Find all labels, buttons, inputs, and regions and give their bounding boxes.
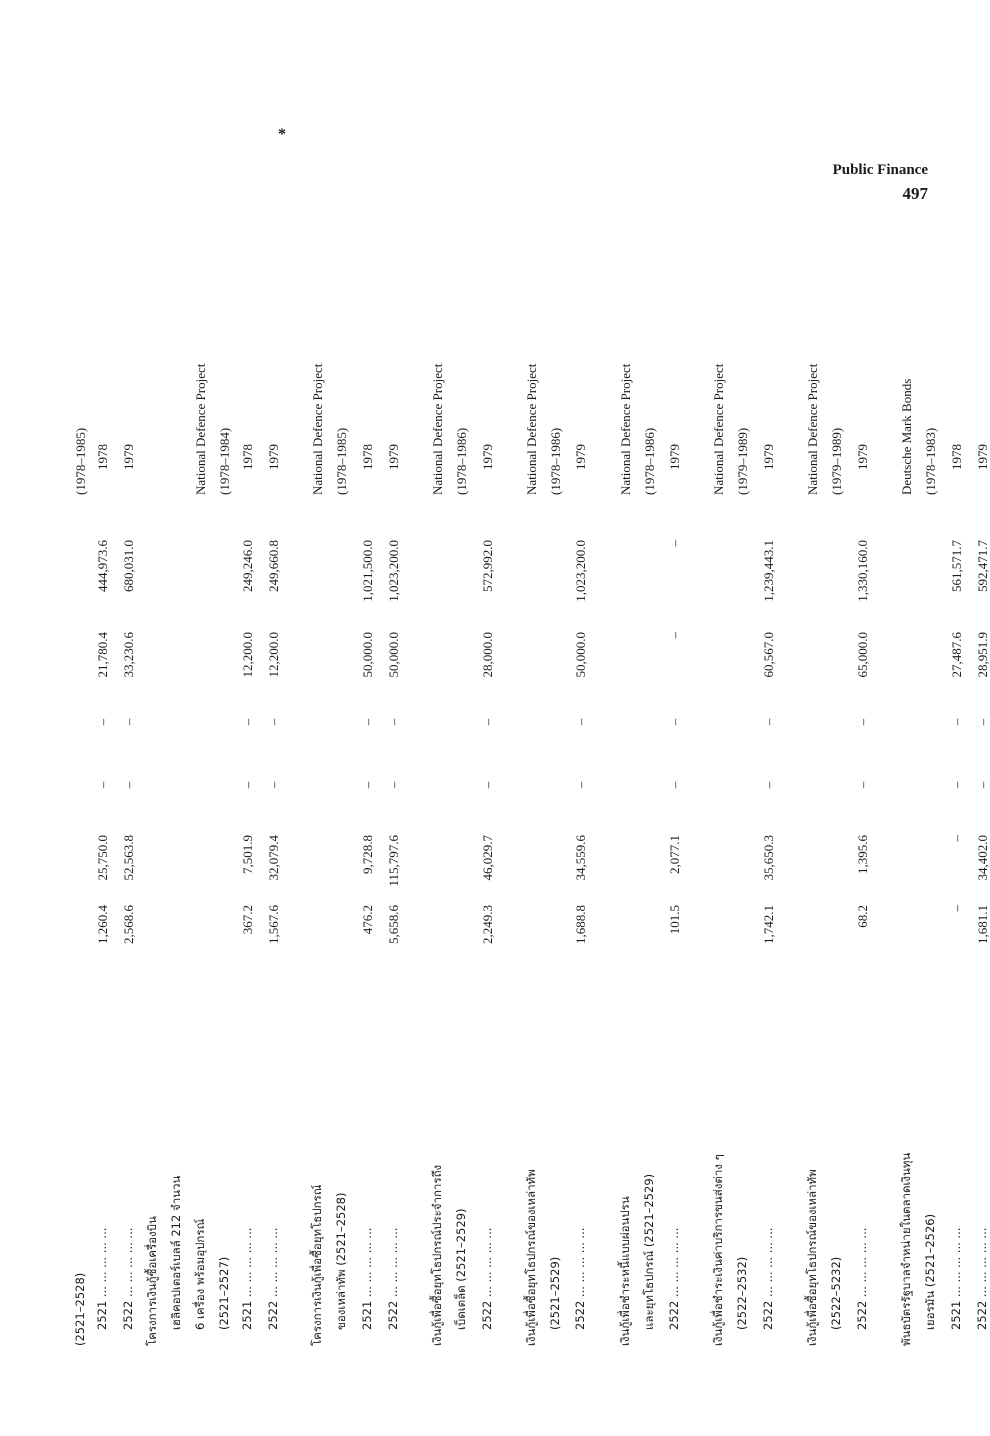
table-cell: – [95,781,111,789]
row-label-thai: เยอรมัน (2521–2526) [923,1213,938,1330]
row-label-english: (1979–1989) [829,427,845,495]
table-cell: 115,797.6 [385,835,401,887]
row-label-thai: 2522 ... ... ... ... ... [667,1227,682,1330]
table-cell: 7,501.9 [240,835,256,874]
table-cell: – [667,632,683,639]
row-label-english: (1978–1983) [923,427,939,495]
table-cell: – [855,781,870,789]
row-label-thai: 2522 ... ... ... ... ... [120,1227,135,1330]
row-label-thai: (2521–2527) [216,1256,231,1330]
table-cell: – [385,781,401,789]
debt-table-rotated [55,30,990,1350]
table-cell: 476.2 [360,905,376,935]
table-cell: 592,471.7 [974,540,990,592]
table-cell: – [360,781,376,789]
row-label-english: National Defence Project [192,363,208,495]
table-cell: – [761,781,777,789]
table-cell: – [573,781,589,789]
table-cell: 27,487.6 [948,632,964,678]
table-cell: – [573,718,589,726]
row-label-english: 1978 [95,444,111,470]
table-cell: 28,000.0 [479,632,495,678]
row-label-english: National Defence Project [711,363,727,495]
table-cell: 1,681.1 [974,905,990,944]
row-label-thai: (2522–2532) [735,1256,750,1330]
row-label-english: 1979 [573,444,589,470]
table-cell: 1,023,200.0 [385,540,401,602]
row-label-thai: 6 เครื่อง พร้อมอุปกรณ์ [192,1218,207,1330]
table-cell: – [240,781,256,789]
running-header-title: Public Finance [832,162,928,178]
table-cell: 1,567.6 [266,905,282,944]
table-cell: – [667,718,683,726]
table-cell: – [667,540,683,547]
table-cell: 50,000.0 [573,632,589,678]
table-cell: 561,571.7 [948,540,964,592]
row-label-thai: 2521 ... ... ... ... ... [95,1227,110,1330]
row-label-english: 1979 [855,444,870,470]
row-label-english: National Defence Project [805,363,821,495]
row-label-english: (1979–1989) [735,427,751,495]
table-cell: – [240,718,256,726]
row-label-english: 1979 [479,444,495,470]
table-cell: 65,000.0 [855,632,870,678]
table-cell: – [385,718,401,726]
row-label-thai: เงินกู้เพื่อซื้อยุทโธปกรณ์ประจำการถึง [429,1164,444,1346]
margin-mark: * [278,126,286,143]
table-cell: – [479,781,495,789]
table-cell: – [667,781,683,789]
table-cell: – [120,718,136,726]
row-label-english: (1978–1986) [641,427,657,495]
table-cell: – [948,718,964,726]
table-cell: 33,230.6 [120,632,136,678]
table-cell: 1,688.8 [573,905,589,944]
table-cell: 572,992.0 [479,540,495,592]
table-cell: 1,742.1 [761,905,777,944]
row-label-english: 1979 [120,444,136,470]
table-cell: 1,021,500.0 [360,540,376,602]
row-label-thai: 2521 ... ... ... ... ... [948,1227,963,1330]
row-label-thai: 2522 ... ... ... ... ... [573,1227,588,1330]
table-cell: 367.2 [240,905,256,935]
table-cell: – [761,718,777,726]
row-label-thai: 2522 ... ... ... ... ... [385,1227,400,1330]
row-label-thai: เงินกู้เพื่อชำระเงินค่าบริการขนส่งต่าง ๆ [711,1154,726,1346]
table-cell: 1,260.4 [95,905,111,944]
table-cell: 1,395.6 [855,835,870,874]
row-label-thai: 2522 ... ... ... ... ... [761,1227,776,1330]
table-cell: – [948,781,964,789]
row-label-thai: 2521 ... ... ... ... ... [240,1227,255,1330]
row-label-english: 1978 [948,444,964,470]
table-cell: – [479,718,495,726]
table-cell: 34,559.6 [573,835,589,881]
table-cell: 2,568.6 [120,905,136,944]
table-cell: 2,077.1 [667,835,683,874]
row-label-english: 1979 [761,444,777,470]
row-label-thai: เงินกู้เพื่อชำระหนี้แบบผ่อนปรน [617,1196,632,1346]
table-cell: 50,000.0 [360,632,376,678]
row-label-english: National Defence Project [617,363,633,495]
table-cell: – [974,781,990,789]
table-cell: 444,973.6 [95,540,111,592]
row-label-thai: เบ็ดเตล็ด (2521–2529) [453,1208,468,1330]
row-label-thai: เฮลิคอปเตอร์เบลล์ 212 จำนวน [168,1175,183,1330]
row-label-thai: 2522 ... ... ... ... ... [974,1227,989,1330]
table-cell: 28,951.9 [974,632,990,678]
table-cell: 5,658.6 [385,905,401,944]
row-label-thai: พันธบัตรรัฐบาลจำหน่ายในตลาดเงินทุน [899,1152,914,1346]
table-cell: – [360,718,376,726]
table-cell: 249,246.0 [240,540,256,592]
row-label-thai: 2522 ... ... ... ... ... [479,1227,494,1330]
table-cell: 101.5 [667,905,683,935]
table-cell: 52,563.8 [120,835,136,881]
table-cell: – [974,718,990,726]
page-number: 497 [902,184,928,203]
row-label-english: 1979 [385,444,401,470]
row-label-thai: และยุทโธปกรณ์ (2521–2529) [641,1173,656,1330]
table-cell: 46,029.7 [479,835,495,881]
row-label-english: Deutsche Mark Bonds [899,378,915,495]
row-label-thai: (2521–2528) [73,1272,87,1346]
row-label-english: (1978–1984) [216,427,232,495]
table-cell: 12,200.0 [266,632,282,678]
row-label-thai: 2521 ... ... ... ... ... [360,1227,375,1330]
table-cell: 249,660.8 [266,540,282,592]
table-cell: – [95,718,111,726]
table-cell: 21,780.4 [95,632,111,678]
table-cell: 12,200.0 [240,632,256,678]
row-label-english: (1978–1986) [547,427,563,495]
row-label-english: National Defence Project [523,363,539,495]
table-cell: 35,650.3 [761,835,777,881]
table-cell: 1,330,160.0 [855,540,870,602]
row-label-thai: เงินกู้เพื่อซื้อยุทโธปกรณ์ของเหล่าทัพ [523,1169,538,1346]
row-label-thai: (2521–2529) [547,1256,562,1330]
table-cell: – [948,835,964,842]
row-label-english: 1979 [974,444,990,470]
table-cell: 68.2 [855,905,870,928]
row-label-english: National Defence Project [310,363,326,495]
table-cell: 9,728.8 [360,835,376,874]
table-cell: 1,023,200.0 [573,540,589,602]
row-label-thai: 2522 ... ... ... ... ... [855,1227,869,1330]
table-cell: 25,750.0 [95,835,111,881]
row-label-english: (1978–1985) [334,427,350,495]
table-cell: 32,079.4 [266,835,282,881]
table-cell: 34,402.0 [974,835,990,881]
table-cell: – [266,718,282,726]
row-label-thai: โครงการเงินกู้เพื่อซื้อยุทโธปกรณ์ [310,1184,325,1346]
table-cell: 2,249.3 [479,905,495,944]
row-label-thai: (2522–5232) [829,1256,844,1330]
table-cell: 60,567.0 [761,632,777,678]
table-cell: – [948,905,964,912]
table-cell: – [266,781,282,789]
table-cell: – [855,718,870,726]
row-label-english: (1978–1986) [453,427,469,495]
row-label-english: 1979 [266,444,282,470]
row-label-english: (1978–1985) [73,427,88,495]
row-label-thai: โครงการเงินกู้ซื้อเครื่องบิน [144,1216,159,1346]
table-cell: 50,000.0 [385,632,401,678]
row-label-english: 1978 [360,444,376,470]
row-label-thai: 2522 ... ... ... ... ... [266,1227,281,1330]
table-cell: 1,239,443.1 [761,540,777,602]
row-label-english: 1978 [240,444,256,470]
row-label-english: National Defence Project [429,363,445,495]
table-cell: 680,031.0 [120,540,136,592]
row-label-thai: เงินกู้เพื่อซื้อยุทโธปกรณ์ของเหล่าทัพ [805,1169,820,1346]
table-cell: – [120,781,136,789]
row-label-thai: ของเหล่าทัพ (2521–2528) [334,1192,349,1330]
row-label-english: 1979 [667,444,683,470]
